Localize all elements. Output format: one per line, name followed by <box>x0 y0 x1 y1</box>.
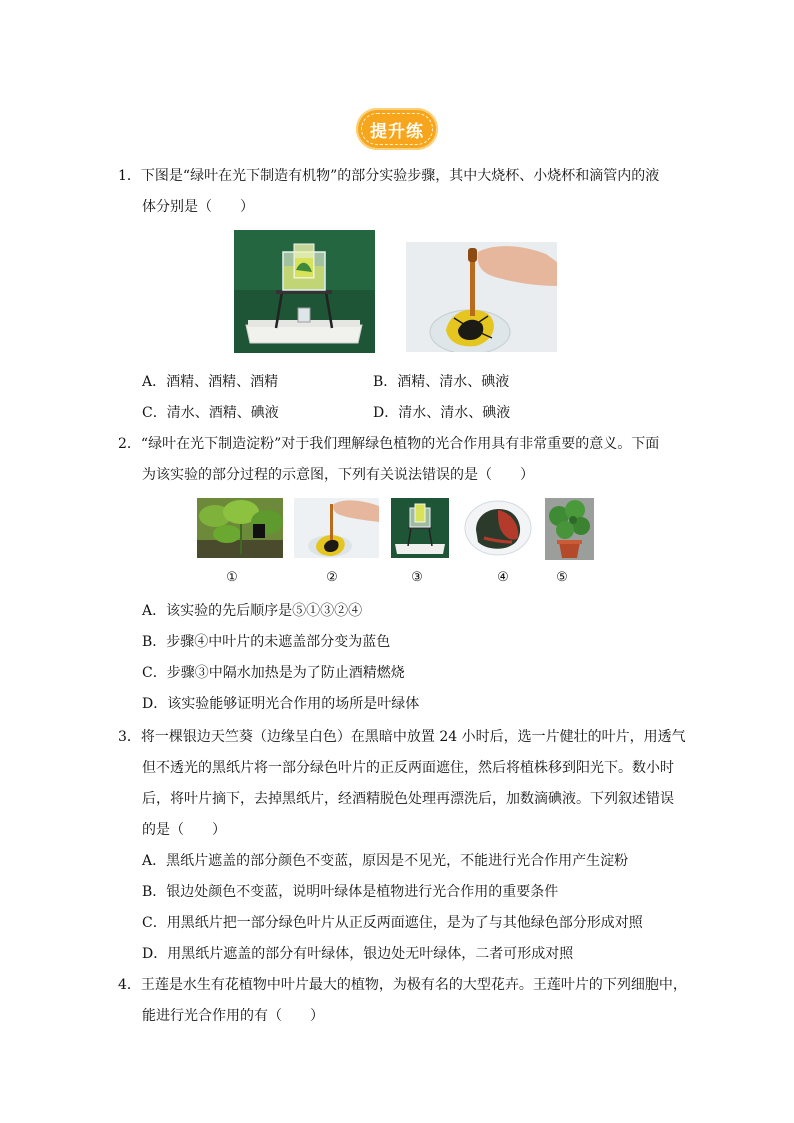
q2-option-b: B．步骤④中叶片的未遮盖部分变为蓝色 <box>142 634 391 650</box>
q1-stem-line1: 1．下图是“绿叶在光下制造有机物”的部分实验步骤，其中大烧杯、小烧杯和滴管内的液 <box>118 168 660 184</box>
q2-option-d: D．该实验能够证明光合作用的场所是叶绿体 <box>142 696 420 712</box>
q2-photo-water-bath <box>391 498 449 558</box>
q2-stem-line2: 为该实验的部分过程的示意图，下列有关说法错误的是（ ） <box>142 467 534 483</box>
q2-label-3: ③ <box>411 570 423 585</box>
q2-photo-potted-plant <box>545 498 594 560</box>
q2-label-4: ④ <box>497 570 509 585</box>
q2-label-1: ① <box>226 570 238 585</box>
section-badge-label: 提升练 <box>370 121 424 142</box>
q1-photo-dropper-iodine <box>406 242 557 352</box>
q3-option-a: A．黑纸片遮盖的部分颜色不变蓝，原因是不见光，不能进行光合作用产生淀粉 <box>142 853 629 869</box>
q3-stem-line4: 的是（ ） <box>142 822 226 838</box>
q3-option-d: D．用黑纸片遮盖的部分有叶绿体，银边处无叶绿体，二者可形成对照 <box>142 946 574 962</box>
q4-stem-line2: 能进行光合作用的有（ ） <box>142 1008 324 1024</box>
q1-option-a: A．酒精、酒精、酒精 <box>142 374 279 390</box>
q1-option-d: D．清水、清水、碘液 <box>373 405 511 421</box>
q4-stem-line1: 4．王莲是水生有花植物中叶片最大的植物，为极有名的大型花卉。王莲叶片的下列细胞中， <box>118 977 687 993</box>
q2-option-a: A．该实验的先后顺序是⑤①③②④ <box>142 603 363 619</box>
q2-photo-plant-covered <box>197 498 283 558</box>
q2-label-5: ⑤ <box>556 570 568 585</box>
q3-stem-line2: 但不透光的黑纸片将一部分绿色叶片的正反两面遮住，然后将植株移到阳光下。数小时 <box>142 760 674 776</box>
q2-photo-dropper <box>294 498 379 558</box>
q3-stem-line3: 后，将叶片摘下，去掉黑纸片，经酒精脱色处理再漂洗后，加数滴碘液。下列叙述错误 <box>142 791 674 807</box>
q2-stem-line1: 2．“绿叶在光下制造淀粉”对于我们理解绿色植物的光合作用具有非常重要的意义。下面 <box>118 436 660 452</box>
q2-photo-leaf-result <box>462 498 534 558</box>
q3-option-c: C．用黑纸片把一部分绿色叶片从正反两面遮住，是为了与其他绿色部分形成对照 <box>142 915 643 931</box>
q3-stem-line1: 3．将一棵银边天竺葵（边缘呈白色）在黑暗中放置 24 小时后，选一片健壮的叶片，用透气 <box>118 729 686 745</box>
q1-option-b: B．酒精、清水、碘液 <box>373 374 510 390</box>
q2-label-2: ② <box>326 570 338 585</box>
q1-photo-water-bath <box>234 230 375 353</box>
q1-stem-line2: 体分别是（ ） <box>142 199 254 215</box>
q1-option-c: C．清水、酒精、碘液 <box>142 405 279 421</box>
section-badge <box>356 108 438 150</box>
q2-option-c: C．步骤③中隔水加热是为了防止酒精燃烧 <box>142 665 405 681</box>
q3-option-b: B．银边处颜色不变蓝，说明叶绿体是植物进行光合作用的重要条件 <box>142 884 559 900</box>
